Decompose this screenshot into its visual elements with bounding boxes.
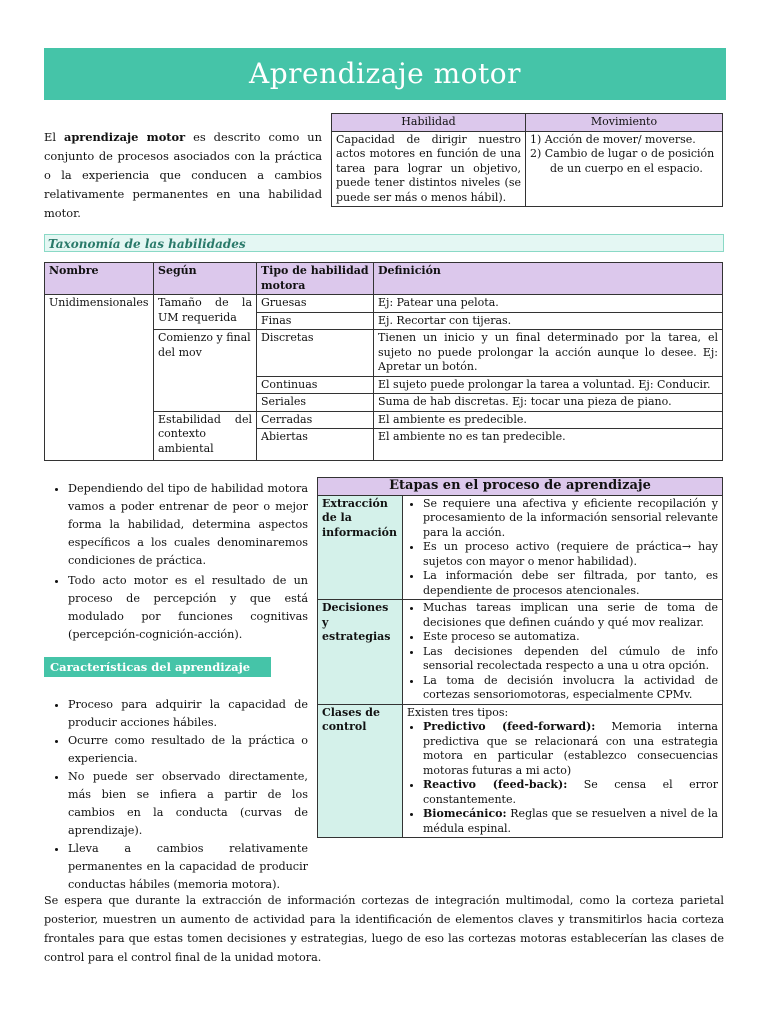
table-cell: Ej: Patear una pelota. [374, 295, 723, 313]
taxonomy-heading: Taxonomía de las habilidades [44, 234, 724, 252]
list-item: • Proceso para adquirir la capacidad de producir acciones hábiles. [68, 696, 308, 732]
table-cell: Gruesas [257, 295, 374, 313]
table-header: Definición [374, 263, 723, 295]
table-header: Movimiento [526, 114, 723, 132]
habilidad-definition: Capacidad de dirigir nuestro actos motores en función de una tarea para lograr un objetivo, puede tener distintos niveles (se puede ser más o menos hábil). [332, 131, 526, 207]
stages-title: Etapas en el proceso de aprendizaje [318, 478, 723, 496]
list-item: • Dependiendo del tipo de habilidad motora vamos a poder entrenar de peor o mejor forma la habilidad, determina aspectos específicos a los cuales denominaremos condiciones de práctica. [68, 480, 308, 570]
movimiento-definitions [526, 131, 723, 207]
table-cell: Cerradas [257, 411, 374, 429]
list-item: • Lleva a cambios relativamente permanentes en la capacidad de producir conductas hábiles (memoria motora). [68, 840, 308, 894]
table-cell: Ej. Recortar con tijeras. [374, 312, 723, 330]
intro-paragraph: El aprendizaje motor es descrito como un conjunto de procesos asociados con la práctica o la experiencia que conducen a cambios relativamente permanentes en una habilidad motor. [44, 130, 322, 220]
list-item: • La información debe ser filtrada, por tanto, es dependiente de procesos atencionales. [423, 569, 718, 598]
table-cell: Comienzo y final del mov [154, 330, 257, 412]
stage-intro: Existen tres tipos: [407, 705, 509, 719]
table-header: Según [154, 263, 257, 295]
caracteristicas-heading: Características del aprendizaje motor [44, 657, 271, 677]
list-item: • Biomecánico: Reglas que se resuelven a nivel de la médula espinal. [423, 807, 718, 836]
list-item: • Muchas tareas implican una serie de toma de decisiones que definen cuándo y qué mov realizar. [423, 601, 718, 630]
table-cell: Discretas [257, 330, 374, 377]
table-cell: Continuas [257, 376, 374, 394]
stage-label: Decisiones y estrategias [318, 600, 403, 705]
table-header: Nombre [45, 263, 154, 295]
stage-label: Extracción de la información [318, 495, 403, 600]
list-item: • Es un proceso activo (requiere de práctica→ hay sujetos con mayor o menor habilidad). [423, 540, 718, 569]
table-header: Tipo de habilidad motora [257, 263, 374, 295]
table-header: Habilidad [332, 114, 526, 132]
table-cell: Abiertas [257, 429, 374, 461]
list-item: • La toma de decisión involucra la actividad de cortezas sensoriomotoras, especialmente CPMv. [423, 674, 718, 703]
table-cell: El sujeto puede prolongar la tarea a voluntad. Ej: Conducir. [374, 376, 723, 394]
table-cell: Tamaño de la UM requerida [154, 295, 257, 330]
stage-content [403, 704, 723, 838]
stage-content [403, 495, 723, 600]
table-cell: El ambiente no es tan predecible. [374, 429, 723, 461]
table-cell: Finas [257, 312, 374, 330]
list-item: • Este proceso se automatiza. [423, 630, 718, 645]
taxonomy-table [44, 262, 723, 461]
list-item: • Ocurre como resultado de la práctica o experiencia. [68, 732, 308, 768]
table-cell: Suma de hab discretas. Ej: tocar una pieza de piano. [374, 394, 723, 412]
list-item: • Predictivo (feed-forward): Memoria interna predictiva que se relacionará con una estrategia motora en particular (establezco consecuencias motoras futuras a mi acto) [423, 720, 718, 778]
list-item: 1) Acción de mover/ moverse. [530, 132, 696, 146]
bullets-top [44, 480, 308, 644]
list-item: • Las decisiones dependen del cúmulo de info sensorial recolectada respecto a una u otra opción. [423, 645, 718, 674]
stages-table [317, 477, 723, 838]
list-item: 2) Cambio de lugar o de posición de un cuerpo en el espacio. [530, 147, 715, 175]
page-title: Aprendizaje motor [44, 48, 726, 100]
list-item: • Todo acto motor es el resultado de un proceso de percepción y que está modulado por funciones cognitivas (percepción-cognición-acción). [68, 572, 308, 644]
caracteristicas-list [44, 696, 308, 894]
stage-label: Clases de control [318, 704, 403, 838]
footer-paragraph: Se espera que durante la extracción de información cortezas de integración multimodal, como la corteza parietal posterior, muestren un aumento de actividad para la identificación de elementos claves y transmitirlos hacia corteza frontales para que estas tomen decisiones y estrategias, luego de eso las cortezas motoras establecerían las clases de control para el control final de la unidad motora. [44, 894, 724, 964]
list-item: • Reactivo (feed-back): Se censa el error constantemente. [423, 778, 718, 807]
habilidad-movimiento-table [331, 113, 723, 207]
table-cell: El ambiente es predecible. [374, 411, 723, 429]
table-cell: Unidimensionales [45, 295, 154, 461]
table-cell: Estabilidad del contexto ambiental [154, 411, 257, 461]
list-item: • Se requiere una afectiva y eficiente recopilación y procesamiento de la información sensorial relevante para la acción. [423, 497, 718, 541]
table-cell: Tienen un inicio y un final determinado por la tarea, el sujeto no puede prolongar la acción aunque lo desee. Ej: Apretar un botón. [374, 330, 723, 377]
table-cell: Seriales [257, 394, 374, 412]
stage-content [403, 600, 723, 705]
list-item: • No puede ser observado directamente, más bien se infiera a partir de los cambios en la conducta (curvas de aprendizaje). [68, 768, 308, 840]
